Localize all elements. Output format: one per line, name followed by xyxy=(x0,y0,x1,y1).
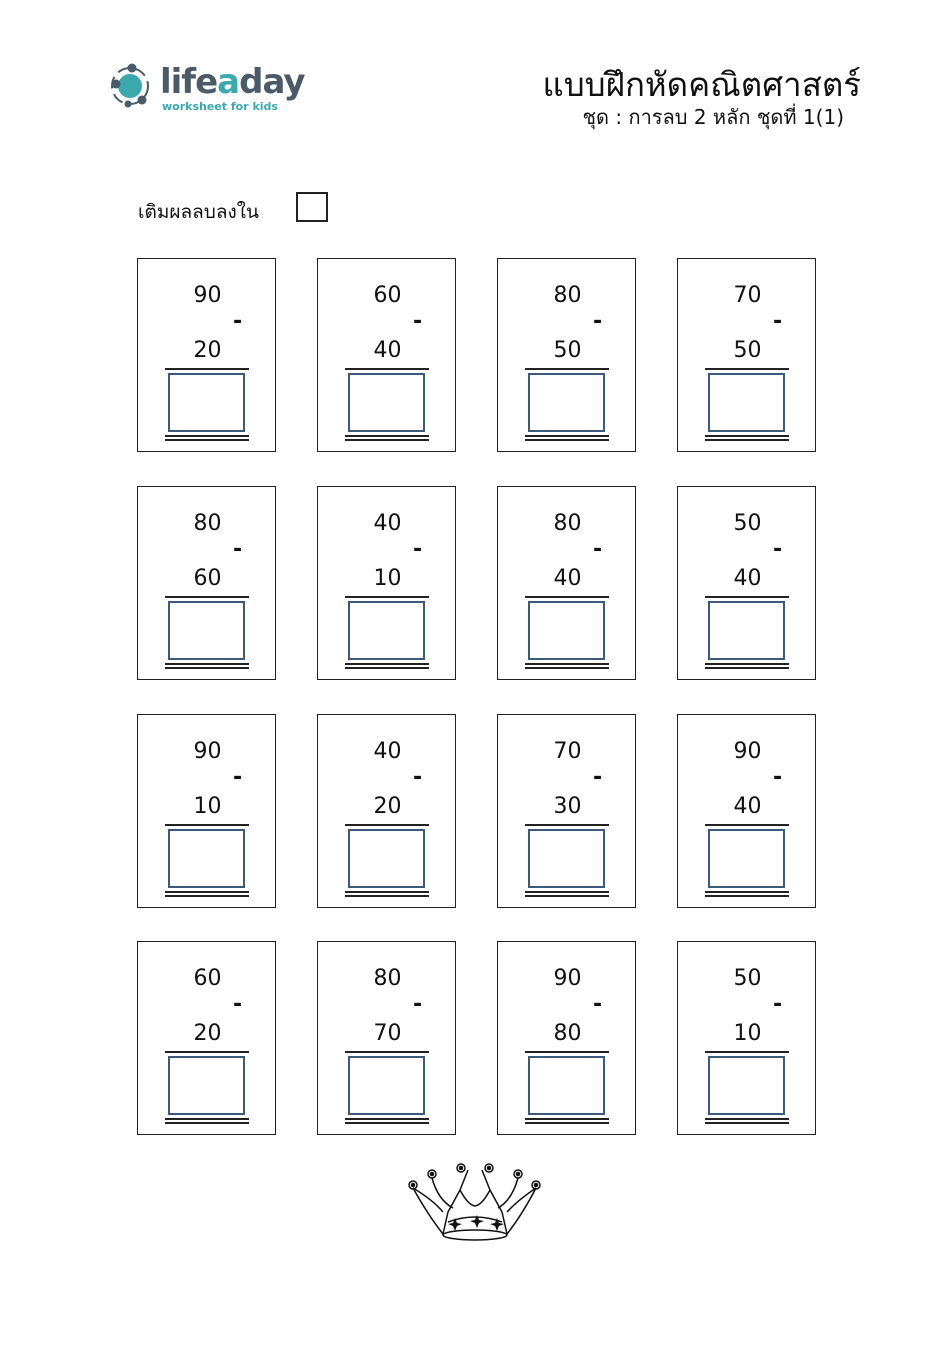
minuend: 90 xyxy=(193,283,222,308)
minuend: 90 xyxy=(553,966,582,991)
minus-sign: - xyxy=(593,309,603,334)
subtrahend: 20 xyxy=(373,794,402,819)
subtrahend: 20 xyxy=(193,1021,222,1046)
minus-sign: - xyxy=(413,765,423,790)
subtrahend: 40 xyxy=(373,338,402,363)
problem-card xyxy=(137,714,276,908)
problem-card xyxy=(677,258,816,452)
problem-card xyxy=(677,714,816,908)
sum-line xyxy=(345,824,429,826)
sum-line xyxy=(165,1051,249,1053)
page-title: แบบฝึกหัดคณิตศาสตร์ xyxy=(542,65,861,104)
answer-box[interactable] xyxy=(528,601,605,660)
problem-card xyxy=(137,486,276,680)
problem-card xyxy=(677,486,816,680)
double-underline xyxy=(705,895,789,897)
problem-card xyxy=(317,714,456,908)
double-underline xyxy=(705,1118,789,1120)
minuend: 90 xyxy=(733,739,762,764)
answer-box[interactable] xyxy=(708,829,785,888)
subtrahend: 40 xyxy=(553,566,582,591)
sum-line xyxy=(165,824,249,826)
sum-line xyxy=(525,596,609,598)
minuend: 70 xyxy=(733,283,762,308)
minuend: 70 xyxy=(553,739,582,764)
double-underline xyxy=(525,1118,609,1120)
double-underline xyxy=(345,667,429,669)
sum-line xyxy=(705,1051,789,1053)
minus-sign: - xyxy=(413,309,423,334)
minus-sign: - xyxy=(773,309,783,334)
answer-box[interactable] xyxy=(168,601,245,660)
answer-box[interactable] xyxy=(528,373,605,432)
double-underline xyxy=(165,1122,249,1124)
answer-box[interactable] xyxy=(708,601,785,660)
lifeaday-logo xyxy=(108,60,308,120)
problem-card xyxy=(317,486,456,680)
double-underline xyxy=(345,439,429,441)
double-underline xyxy=(165,891,249,893)
sum-line xyxy=(165,368,249,370)
problem-card xyxy=(497,258,636,452)
subtrahend: 10 xyxy=(733,1021,762,1046)
subtrahend: 10 xyxy=(373,566,402,591)
double-underline xyxy=(525,667,609,669)
sum-line xyxy=(705,368,789,370)
double-underline xyxy=(705,663,789,665)
double-underline xyxy=(705,439,789,441)
minuend: 50 xyxy=(733,511,762,536)
subtrahend: 20 xyxy=(193,338,222,363)
double-underline xyxy=(705,1122,789,1124)
double-underline xyxy=(525,895,609,897)
crown-icon xyxy=(408,1160,543,1245)
answer-box[interactable] xyxy=(708,1056,785,1115)
minuend: 80 xyxy=(553,511,582,536)
double-underline xyxy=(165,435,249,437)
minus-sign: - xyxy=(593,537,603,562)
double-underline xyxy=(345,1118,429,1120)
minus-sign: - xyxy=(593,765,603,790)
minus-sign: - xyxy=(593,992,603,1017)
minuend: 60 xyxy=(373,283,402,308)
sum-line xyxy=(525,1051,609,1053)
double-underline xyxy=(345,895,429,897)
sum-line xyxy=(345,596,429,598)
answer-box[interactable] xyxy=(168,829,245,888)
answer-box[interactable] xyxy=(528,829,605,888)
double-underline xyxy=(525,1122,609,1124)
answer-box[interactable] xyxy=(708,373,785,432)
subtrahend: 10 xyxy=(193,794,222,819)
answer-box[interactable] xyxy=(348,829,425,888)
sum-line xyxy=(345,368,429,370)
sum-line xyxy=(705,824,789,826)
double-underline xyxy=(705,435,789,437)
logo-wordmark: lifeaday xyxy=(160,62,305,102)
sum-line xyxy=(525,824,609,826)
minuend: 40 xyxy=(373,739,402,764)
page-subtitle: ชุด : การลบ 2 หลัก ชุดที่ 1(1) xyxy=(582,105,844,129)
double-underline xyxy=(165,439,249,441)
instruction-box-sample xyxy=(296,192,328,222)
subtrahend: 30 xyxy=(553,794,582,819)
problem-card xyxy=(497,486,636,680)
problem-card xyxy=(137,941,276,1135)
double-underline xyxy=(345,1122,429,1124)
minus-sign: - xyxy=(413,537,423,562)
problem-card xyxy=(137,258,276,452)
minuend: 80 xyxy=(373,966,402,991)
sum-line xyxy=(345,1051,429,1053)
minus-sign: - xyxy=(233,992,243,1017)
double-underline xyxy=(165,667,249,669)
minuend: 60 xyxy=(193,966,222,991)
subtrahend: 50 xyxy=(733,338,762,363)
double-underline xyxy=(525,663,609,665)
answer-box[interactable] xyxy=(348,601,425,660)
answer-box[interactable] xyxy=(528,1056,605,1115)
minus-sign: - xyxy=(773,537,783,562)
double-underline xyxy=(525,435,609,437)
sum-line xyxy=(525,368,609,370)
double-underline xyxy=(165,895,249,897)
minuend: 50 xyxy=(733,966,762,991)
subtrahend: 80 xyxy=(553,1021,582,1046)
subtrahend: 40 xyxy=(733,566,762,591)
subtrahend: 50 xyxy=(553,338,582,363)
answer-box[interactable] xyxy=(348,1056,425,1115)
minuend: 80 xyxy=(553,283,582,308)
subtrahend: 40 xyxy=(733,794,762,819)
problem-card xyxy=(677,941,816,1135)
subtrahend: 60 xyxy=(193,566,222,591)
double-underline xyxy=(525,439,609,441)
answer-box[interactable] xyxy=(348,373,425,432)
answer-box[interactable] xyxy=(168,1056,245,1115)
minus-sign: - xyxy=(233,765,243,790)
minuend: 90 xyxy=(193,739,222,764)
minus-sign: - xyxy=(413,992,423,1017)
double-underline xyxy=(345,891,429,893)
minus-sign: - xyxy=(773,992,783,1017)
double-underline xyxy=(705,667,789,669)
sum-line xyxy=(165,596,249,598)
problem-card xyxy=(497,714,636,908)
minuend: 40 xyxy=(373,511,402,536)
double-underline xyxy=(165,663,249,665)
problem-card xyxy=(497,941,636,1135)
instruction-text: เติมผลลบลงใน xyxy=(138,201,260,223)
double-underline xyxy=(705,891,789,893)
minuend: 80 xyxy=(193,511,222,536)
double-underline xyxy=(525,891,609,893)
answer-box[interactable] xyxy=(168,373,245,432)
logo-tagline: worksheet for kids xyxy=(162,100,278,113)
sum-line xyxy=(705,596,789,598)
double-underline xyxy=(345,663,429,665)
minus-sign: - xyxy=(233,537,243,562)
lifeaday-logo-icon xyxy=(108,62,160,112)
problem-card xyxy=(317,941,456,1135)
double-underline xyxy=(345,435,429,437)
minus-sign: - xyxy=(773,765,783,790)
minus-sign: - xyxy=(233,309,243,334)
subtrahend: 70 xyxy=(373,1021,402,1046)
double-underline xyxy=(165,1118,249,1120)
problem-card xyxy=(317,258,456,452)
